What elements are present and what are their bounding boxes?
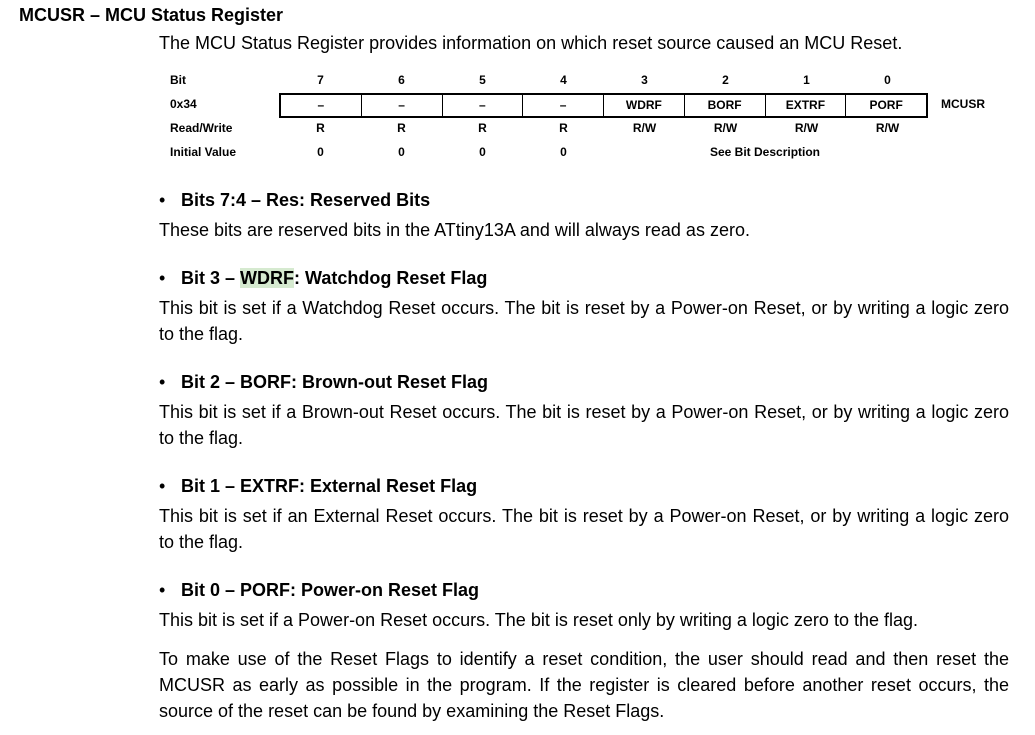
bit-number: 0 (884, 73, 891, 87)
bullet-icon: • (159, 372, 166, 392)
intro-text: The MCU Status Register provides information on which reset source caused an MCU Reset. (159, 33, 903, 53)
bit-description-borf: This bit is set if a Brown-out Reset occurs. The bit is reset by a Power-on Reset, or by writing a logic zero to the flag. (159, 402, 1009, 448)
register-bit-cell: – (361, 95, 442, 116)
bit-number: 2 (722, 73, 729, 87)
bullet-icon: • (159, 580, 166, 600)
access-cell: R/W (713, 121, 738, 135)
register-bit-cell: – (522, 95, 603, 116)
initial-value-cell: 0 (479, 145, 486, 159)
bit-heading-porf (159, 580, 479, 601)
address-label: 0x34 (170, 97, 197, 111)
highlighted-term: WDRF (240, 268, 295, 288)
register-name: MCUSR (941, 97, 985, 111)
initial-value-cell: 0 (398, 145, 405, 159)
closing-paragraph: To make use of the Reset Flags to identify a reset condition, the user should read and then reset the MCUSR as early as possible in the program. If the register is cleared before another reset occurs, the source of the reset can be found by examining the Reset Flags. (159, 649, 1009, 721)
bit-heading-extrf (159, 476, 477, 497)
bit-number: 7 (317, 73, 324, 87)
initial-value-label: Initial Value (170, 145, 237, 159)
access-row (280, 121, 928, 135)
bit-heading-text: Bit 2 – BORF: Brown-out Reset Flag (181, 372, 489, 392)
bit-number: 6 (398, 73, 405, 87)
initial-value-cell: 0 (560, 145, 567, 159)
bit-heading-wdrf (159, 268, 487, 289)
section-title: MCUSR – MCU Status Register (19, 5, 284, 25)
access-cell: R/W (632, 121, 657, 135)
initial-value-cell: 0 (317, 145, 324, 159)
bit-description-extrf: This bit is set if an External Reset occurs. The bit is reset by a Power-on Reset, or by writing a logic zero to the flag. (159, 506, 1009, 552)
bit-heading-borf (159, 372, 488, 393)
bit-heading-reserved (159, 190, 430, 211)
bit-heading-text: Bit 0 – PORF: Power-on Reset Flag (181, 580, 480, 600)
bit-description-reserved: These bits are reserved bits in the ATtiny13A and will always read as zero. (159, 220, 750, 240)
access-cell: R/W (875, 121, 900, 135)
access-cell: R (478, 121, 487, 135)
bullet-icon: • (159, 476, 166, 496)
bit-description-porf: This bit is set if a Power-on Reset occurs. The bit is reset only by writing a logic zero to the flag. (159, 610, 918, 630)
bit-description-wdrf: This bit is set if a Watchdog Reset occurs. The bit is reset by a Power-on Reset, or by writing a logic zero to the flag. (159, 298, 1009, 344)
bit-number: 5 (479, 73, 486, 87)
bullet-icon: • (159, 268, 166, 288)
bit-number: 1 (803, 73, 810, 87)
access-cell: R/W (794, 121, 819, 135)
bit-number: 3 (641, 73, 648, 87)
bit-number: 4 (560, 73, 567, 87)
bit-number-row (280, 73, 928, 87)
see-bit-description-note: See Bit Description (709, 145, 821, 159)
register-bit-cell: PORF (845, 95, 926, 116)
bit-heading-text: Bit 1 – EXTRF: External Reset Flag (181, 476, 478, 496)
bit-heading-text: Bits 7:4 – Res: Reserved Bits (181, 190, 431, 210)
register-bit-cell: BORF (684, 95, 765, 116)
access-cell: R (397, 121, 406, 135)
access-cell: R (559, 121, 568, 135)
register-box (279, 93, 928, 118)
bullet-icon: • (159, 190, 166, 210)
register-bit-cell: – (442, 95, 523, 116)
bit-heading-prefix: Bit 3 – (181, 268, 241, 288)
read-write-label: Read/Write (170, 121, 233, 135)
register-bit-cell: WDRF (603, 95, 684, 116)
bit-row-label: Bit (170, 73, 186, 87)
bit-heading-suffix: : Watchdog Reset Flag (294, 268, 488, 288)
access-cell: R (316, 121, 325, 135)
register-bit-cell: EXTRF (765, 95, 846, 116)
register-bit-cell: – (317, 98, 325, 112)
